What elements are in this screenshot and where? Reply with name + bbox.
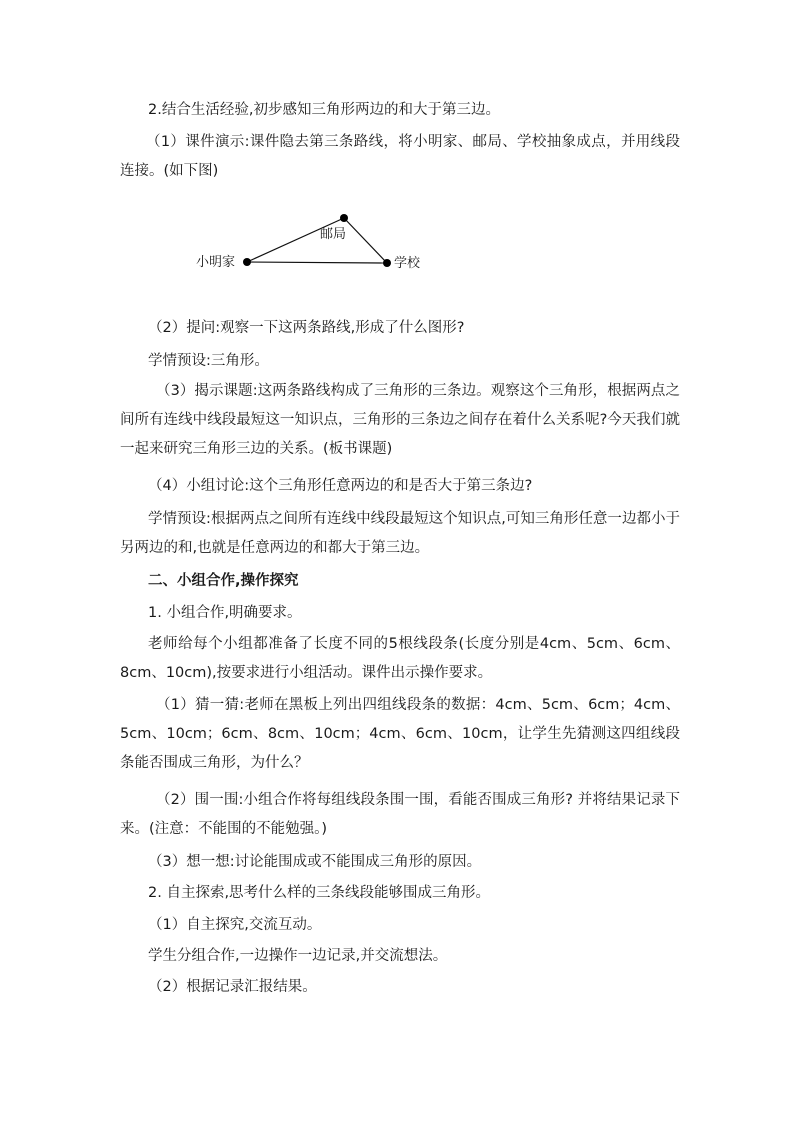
paragraph-question: （2）提问:观察一下这两条路线,形成了什么图形? <box>148 320 465 336</box>
triangle-diagram <box>190 205 450 285</box>
segment-post-school <box>344 218 387 263</box>
paragraph-demo: （1）课件演示:课件隐去第三条路线，将小明家、邮局、学校抽象成点，并用线段连接。(如下图) <box>120 134 680 179</box>
paragraph-topic: （3）揭示课题:这两条路线构成了三角形的三条边。观察这个三角形，根据两点之间所有连线中线段最短这一知识点，三角形的三条边之间存在着什么关系呢?今天我们就一起来研究三角形三边的关系。(板书课题) <box>120 383 680 457</box>
paragraph-step-2: 2. 自主探索,思考什么样的三条线段能够围成三角形。 <box>148 885 491 901</box>
paragraph-explore: （1）自主探究,交流互动。 <box>148 917 322 933</box>
label-school: 学校 <box>394 256 421 271</box>
paragraph-materials: 老师给每个小组都准备了长度不同的5根线段条(长度分别是4cm、5cm、6cm、8cm、10cm),按要求进行小组活动。课件出示操作要求。 <box>120 636 680 681</box>
segment-home-school <box>247 262 387 263</box>
paragraph-expected-2: 学情预设:根据两点之间所有连线中线段最短这个知识点,可知三角形任意一边都小于另两边的和,也就是任意两边的和都大于第三边。 <box>120 511 680 556</box>
paragraph-think: （3）想一想:讨论能围成或不能围成三角形的原因。 <box>148 854 482 870</box>
paragraph-discussion: （4）小组讨论:这个三角形任意两边的和是否大于第三条边? <box>148 478 533 494</box>
paragraph-report: （2）根据记录汇报结果。 <box>148 979 317 995</box>
point-home <box>243 258 251 266</box>
triangle-figure <box>190 205 450 285</box>
point-school <box>383 259 391 267</box>
paragraph-expected-1: 学情预设:三角形。 <box>148 353 269 369</box>
label-post: 邮局 <box>320 227 347 242</box>
point-post <box>340 214 348 222</box>
paragraph-group-work: 学生分组合作,一边操作一边记录,并交流想法。 <box>148 948 448 964</box>
section-heading-2: 二、小组合作,操作探究 <box>148 573 299 589</box>
paragraph-intro-step-2: 2.结合生活经验,初步感知三角形两边的和大于第三边。 <box>148 102 500 118</box>
paragraph-try: （2）围一围:小组合作将每组线段条围一围，看能否围成三角形? 并将结果记录下来。(注意：不能围的不能勉强。) <box>120 792 680 837</box>
label-home: 小明家 <box>196 255 236 270</box>
paragraph-step-1: 1. 小组合作,明确要求。 <box>148 605 302 621</box>
paragraph-guess: （1）猜一猜:老师在黑板上列出四组线段条的数据：4cm、5cm、6cm；4cm、5cm、10cm；6cm、8cm、10cm；4cm、6cm、10cm，让学生先猜测这四组线段条能否围成三角形，为什么？ <box>120 697 680 771</box>
